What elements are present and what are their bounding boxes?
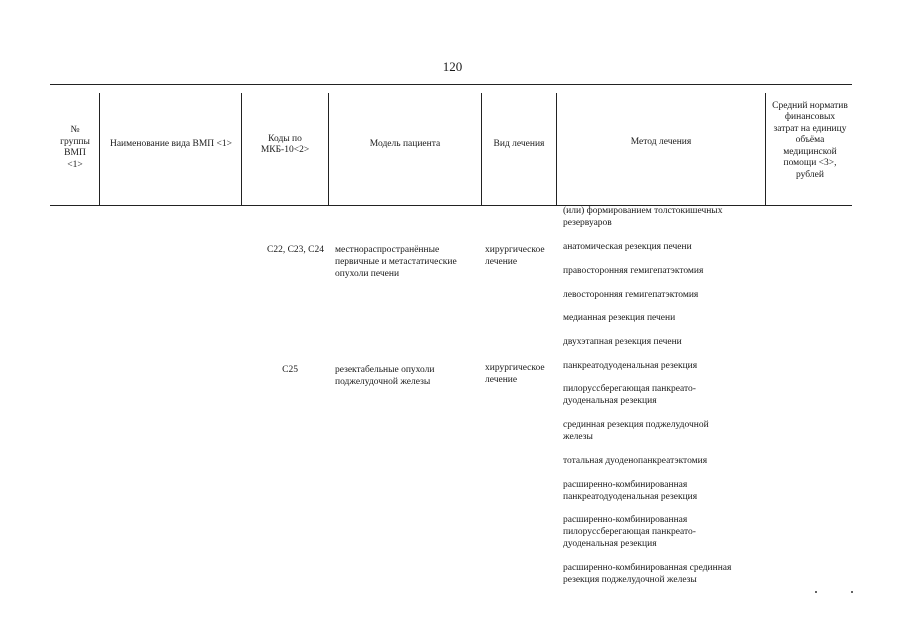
method-pancreas-5: расширенно-комбинированная панкреатодуоденальная резекция (563, 480, 698, 502)
method-liver-4: медианная резекция печени (563, 313, 676, 323)
header-patient-model: Модель пациента (369, 139, 441, 150)
column-divider-1 (99, 93, 100, 205)
method-liver-5: двухэтапная резекция печени (563, 337, 682, 347)
method-pancreas-4: тотальная дуоденопанкреатэктомия (563, 456, 708, 466)
header-vmp-name: Наименование вида ВМП <1> (109, 139, 233, 150)
method-pancreas-1: панкреатодуоденальная резекция (563, 361, 698, 371)
header-treatment-method: Метод лечения (630, 137, 692, 148)
method-liver-3: левосторонняя гемигепатэктомия (563, 290, 699, 300)
scan-speck (851, 591, 853, 593)
method-continuation: (или) формированием толстокишечных резервуаров (563, 206, 723, 228)
column-divider-6 (765, 93, 766, 205)
icd-codes-liver: C22, C23, C24 (266, 245, 324, 255)
header-group-number: № группы ВМП <1> (60, 125, 90, 170)
scan-speck (815, 591, 817, 593)
column-divider-5 (556, 93, 557, 205)
method-pancreas-2: пилоруссберегающая панкреато-дуоденальная резекция (563, 384, 696, 406)
icd-codes-pancreas: C25 (282, 365, 298, 375)
treatment-type-liver: хирургическое лечение (485, 245, 545, 267)
page-number: 120 (442, 59, 463, 74)
header-treatment-type: Вид лечения (493, 139, 545, 150)
method-pancreas-3: срединная резекция поджелудочной железы (563, 420, 709, 442)
treatment-type-pancreas: хирургическое лечение (485, 363, 545, 385)
method-pancreas-7: расширенно-комбинированная срединная резекция поджелудочной железы (563, 563, 732, 585)
method-pancreas-6: расширенно-комбинированная пилоруссберегающая панкреато-дуоденальная резекция (563, 515, 696, 549)
header-average-cost: Средний норматив финансовых затрат на единицу объёма медицинской помощи <3>, рублей (772, 100, 848, 180)
header-icd-codes: Коды по МКБ-10<2> (260, 133, 310, 155)
column-divider-2 (241, 93, 242, 205)
patient-model-pancreas: резектабельные опухоли поджелудочной железы (335, 365, 435, 387)
method-liver-2: правосторонняя гемигепатэктомия (563, 266, 704, 276)
patient-model-liver: местнораспространённые первичные и метастатические опухоли печени (335, 245, 457, 279)
column-divider-3 (328, 93, 329, 205)
table-top-border (50, 84, 852, 85)
column-divider-4 (481, 93, 482, 205)
method-liver-1: анатомическая резекция печени (563, 242, 692, 252)
